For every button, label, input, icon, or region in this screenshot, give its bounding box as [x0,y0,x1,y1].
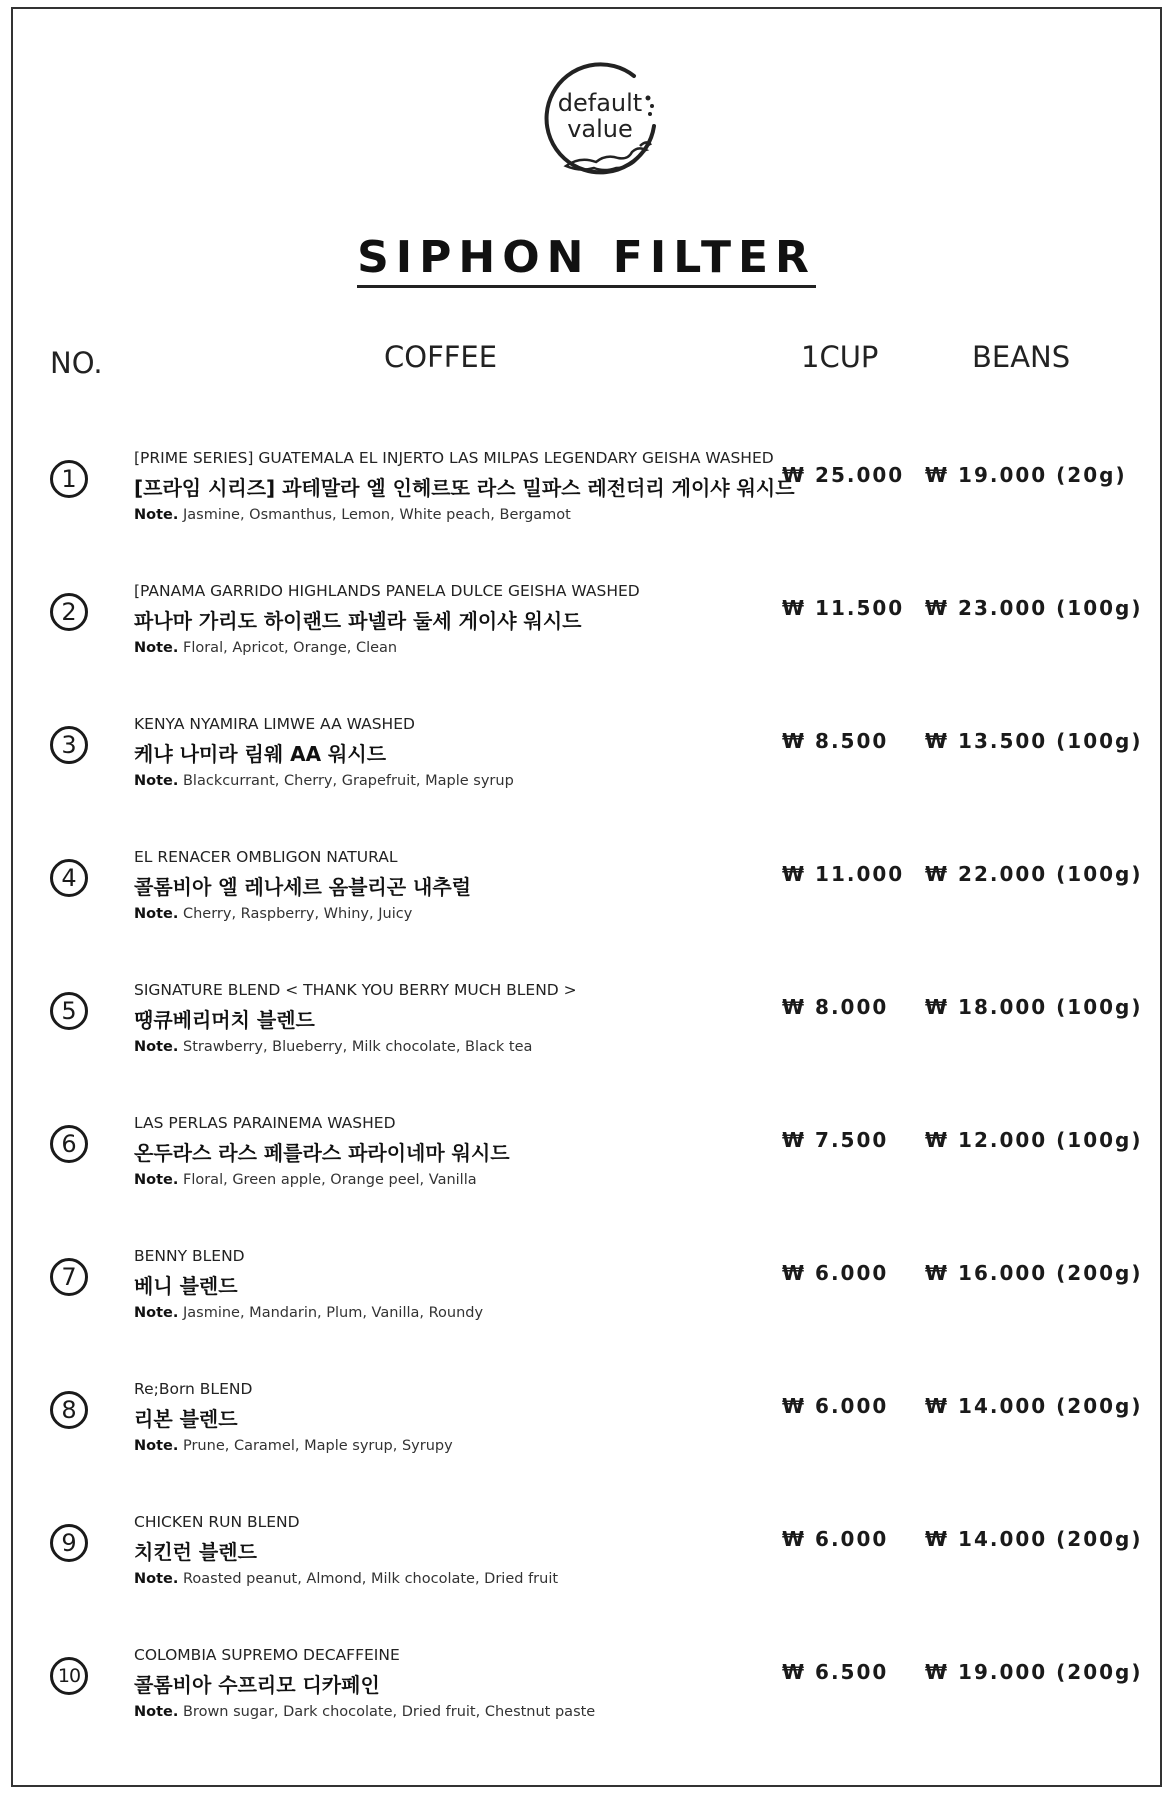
note-text: Strawberry, Blueberry, Milk chocolate, Black tea [182,1039,533,1055]
item-name-korean: [프라임 시리즈] 과테말라 엘 인헤르또 라스 밀파스 레전더리 게이샤 워시드 [134,476,795,500]
item-tasting-note [134,906,412,922]
item-name-korean: 베니 블렌드 [134,1274,238,1298]
item-cup-price: ₩ 6.000 [782,1394,889,1418]
item-number-badge: 6 [50,1125,88,1163]
menu-item [0,1239,1173,1372]
header-beans: BEANS [972,340,1071,374]
item-name-korean: 리본 블렌드 [134,1407,238,1431]
note-text: Jasmine, Osmanthus, Lemon, White peach, Bergamot [182,507,571,523]
note-label: Note. [134,906,179,922]
page-title-text: SIPHON FILTER [357,232,816,288]
note-label: Note. [134,1305,179,1321]
item-tasting-note [134,1438,453,1454]
item-beans-price: ₩ 23.000 (100g) [925,596,1143,620]
note-label: Note. [134,1704,179,1720]
note-label: Note. [134,773,179,789]
item-beans-price: ₩ 18.000 (100g) [925,995,1143,1019]
item-tasting-note [134,1039,532,1055]
item-tasting-note [134,1571,558,1587]
item-beans-price: ₩ 16.000 (200g) [925,1261,1143,1285]
item-tasting-note [134,507,571,523]
item-tasting-note [134,773,514,789]
item-cup-price: ₩ 8.000 [782,995,889,1019]
menu-item [0,1106,1173,1239]
item-cup-price: ₩ 8.500 [782,729,889,753]
menu-item [0,441,1173,574]
item-tasting-note [134,1172,477,1188]
item-number-badge: 4 [50,859,88,897]
brand-logo [536,54,664,182]
item-name-english: SIGNATURE BLEND < THANK YOU BERRY MUCH BLEND > [134,981,577,999]
logo-line-2: value [567,115,633,143]
item-number-badge: 2 [50,593,88,631]
menu-item [0,1372,1173,1505]
item-cup-price: ₩ 6.500 [782,1660,889,1684]
note-label: Note. [134,1571,179,1587]
note-label: Note. [134,1172,179,1188]
item-name-korean: 콜롬비아 엘 레나세르 옴블리곤 내추럴 [134,875,471,899]
page-title [0,232,1173,283]
item-number-badge: 5 [50,992,88,1030]
header-coffee: COFFEE [384,340,498,374]
item-tasting-note [134,1305,483,1321]
note-label: Note. [134,1438,179,1454]
menu-item [0,574,1173,707]
item-name-korean: 케냐 나미라 림웨 AA 워시드 [134,742,387,766]
logo-text [536,90,664,142]
item-name-english: Re;Born BLEND [134,1380,253,1398]
item-name-korean: 치킨런 블렌드 [134,1540,257,1564]
item-cup-price: ₩ 7.500 [782,1128,889,1152]
item-beans-price: ₩ 14.000 (200g) [925,1527,1143,1551]
header-no: NO. [50,346,103,380]
item-name-korean: 땡큐베리머치 블렌드 [134,1008,315,1032]
item-beans-price: ₩ 12.000 (100g) [925,1128,1143,1152]
item-name-english: KENYA NYAMIRA LIMWE AA WASHED [134,715,415,733]
item-name-english: CHICKEN RUN BLEND [134,1513,300,1531]
note-text: Floral, Apricot, Orange, Clean [182,640,398,656]
item-beans-price: ₩ 19.000 (20g) [925,463,1127,487]
item-cup-price: ₩ 11.500 [782,596,905,620]
item-name-english: EL RENACER OMBLIGON NATURAL [134,848,398,866]
note-text: Jasmine, Mandarin, Plum, Vanilla, Roundy [182,1305,484,1321]
note-text: Roasted peanut, Almond, Milk chocolate, Dried fruit [182,1571,559,1587]
item-number-badge: 10 [50,1657,88,1695]
menu-item [0,707,1173,840]
note-text: Floral, Green apple, Orange peel, Vanilla [182,1172,477,1188]
item-beans-price: ₩ 22.000 (100g) [925,862,1143,886]
item-tasting-note [134,1704,595,1720]
item-cup-price: ₩ 11.000 [782,862,905,886]
item-name-korean: 온두라스 라스 페를라스 파라이네마 워시드 [134,1141,510,1165]
item-name-english: [PRIME SERIES] GUATEMALA EL INJERTO LAS MILPAS LEGENDARY GEISHA WASHED [134,449,774,467]
note-text: Blackcurrant, Cherry, Grapefruit, Maple syrup [182,773,514,789]
menu-item [0,1638,1173,1771]
item-number-badge: 3 [50,726,88,764]
item-cup-price: ₩ 6.000 [782,1527,889,1551]
item-name-english: BENNY BLEND [134,1247,245,1265]
note-label: Note. [134,1039,179,1055]
menu-item [0,840,1173,973]
logo-line-1: default [557,89,643,117]
note-label: Note. [134,507,179,523]
item-beans-price: ₩ 19.000 (200g) [925,1660,1143,1684]
item-name-english: LAS PERLAS PARAINEMA WASHED [134,1114,396,1132]
item-name-english: [PANAMA GARRIDO HIGHLANDS PANELA DULCE GEISHA WASHED [134,582,640,600]
item-cup-price: ₩ 6.000 [782,1261,889,1285]
item-name-english: COLOMBIA SUPREMO DECAFFEINE [134,1646,400,1664]
item-number-badge: 1 [50,460,88,498]
note-label: Note. [134,640,179,656]
item-name-korean: 파나마 가리도 하이랜드 파넬라 둘세 게이샤 워시드 [134,609,582,633]
item-number-badge: 8 [50,1391,88,1429]
item-beans-price: ₩ 14.000 (200g) [925,1394,1143,1418]
item-name-korean: 콜롬비아 수프리모 디카페인 [134,1673,380,1697]
item-number-badge: 9 [50,1524,88,1562]
header-cup: 1CUP [801,340,879,374]
item-beans-price: ₩ 13.500 (100g) [925,729,1143,753]
item-tasting-note [134,640,397,656]
menu-item [0,973,1173,1106]
note-text: Brown sugar, Dark chocolate, Dried fruit, Chestnut paste [182,1704,596,1720]
menu-item [0,1505,1173,1638]
note-text: Cherry, Raspberry, Whiny, Juicy [182,906,413,922]
item-cup-price: ₩ 25.000 [782,463,905,487]
item-number-badge: 7 [50,1258,88,1296]
note-text: Prune, Caramel, Maple syrup, Syrupy [182,1438,453,1454]
